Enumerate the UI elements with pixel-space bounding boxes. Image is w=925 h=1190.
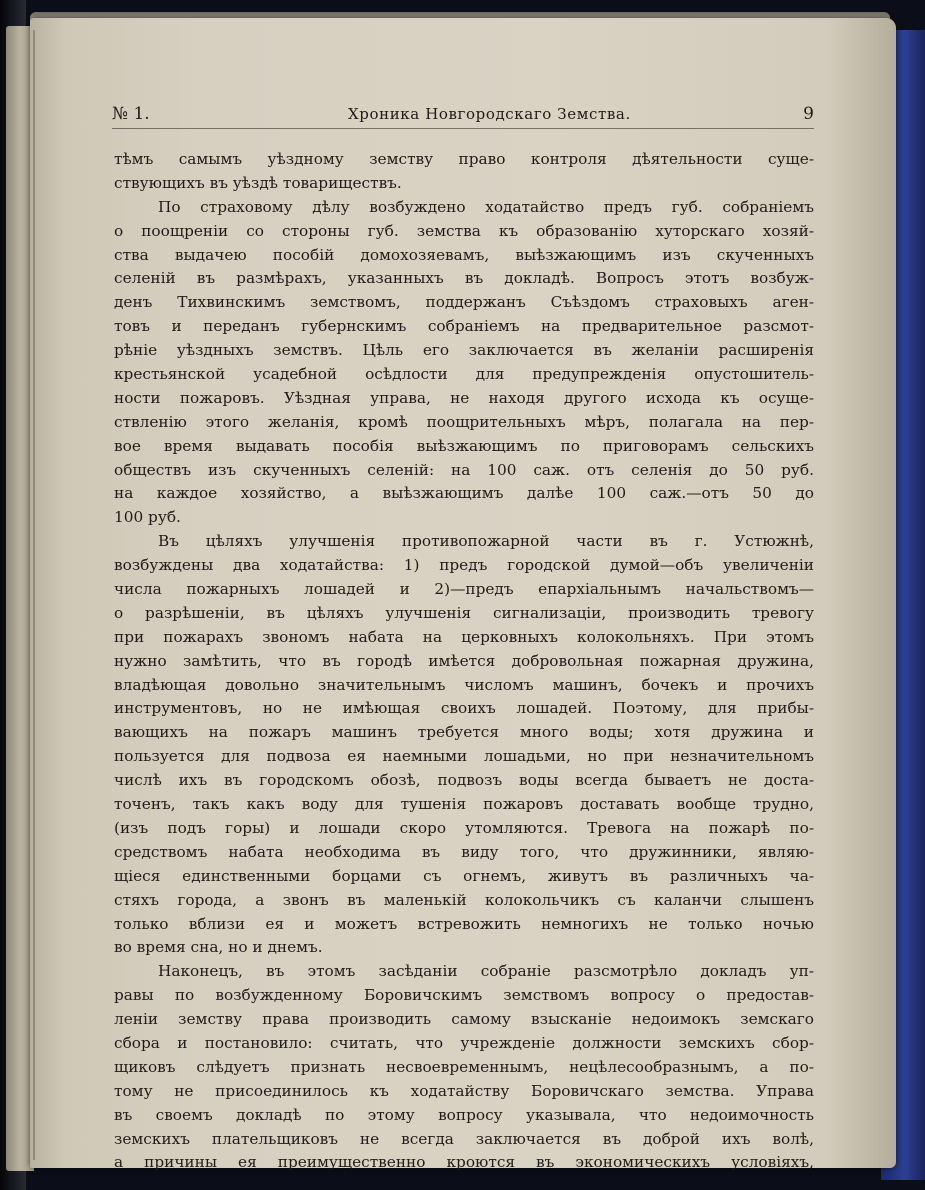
text-line: Наконецъ, въ этомъ засѣданіи собраніе разсмотрѣло докладъ уп- [158,962,814,981]
text-line: на каждое хозяйство, а выѣзжающимъ далѣе 100 саж.—отъ 50 до [114,484,814,503]
page-gutter [33,30,35,1160]
text-line: крестьянской усадебной осѣдлости для предупрежденія опустошитель- [114,365,814,384]
text-line: щиковъ слѣдуетъ признать несвоевременнымъ, нецѣлесообразнымъ, а по- [114,1057,814,1076]
text-line: владѣющая довольно значительнымъ числомъ машинъ, бочекъ и прочихъ [114,675,814,694]
text-line: при пожарахъ звономъ набата на церковныхъ колокольняхъ. При этомъ [114,627,814,646]
text-line: числа пожарныхъ лошадей и 2)—предъ епархіальнымъ начальствомъ— [114,580,814,599]
text-line: Въ цѣляхъ улучшенія противопожарной части въ г. Устюжнѣ, [158,532,814,551]
text-line: только вблизи ея и можетъ встревожить немногихъ не только ночью [114,914,814,933]
header-rule [112,128,814,129]
text-line: возбуждены два ходатайства: 1) предъ городской думой—объ увеличеніи [114,556,814,575]
journal-title: Хроника Новгородскаго Земства. [348,105,631,123]
text-line: рѣніе уѣздныхъ земствъ. Цѣль его заключается въ желаніи расширенія [114,341,814,360]
body-text [114,148,814,1175]
page-number: 9 [803,104,814,124]
text-line: сбора и постановило: считать, что учрежденіе должности земскихъ сбор- [114,1033,814,1052]
running-header [112,104,814,130]
text-line: пользуется для подвоза ея наемными лошадьми, но при незначительномъ [114,747,814,766]
text-line: (изъ подъ горы) и лошади скоро утомляются. Тревога на пожарѣ по- [114,818,814,837]
text-line: щіеся единственными борцами съ огнемъ, живутъ въ различныхъ ча- [114,866,814,885]
text-line: товъ и переданъ губернскимъ собраніемъ на предварительное разсмот- [114,317,814,336]
text-line: во время сна, но и днемъ. [114,938,323,957]
text-line: въ своемъ докладѣ по этому вопросу указывала, что недоимочность [114,1105,814,1124]
text-line: а причины ея преимущественно кроются въ экономическихъ условіяхъ, [114,1153,814,1172]
text-line: ства выдачею пособій домохозяевамъ, выѣзжающимъ изъ скученныхъ [114,245,814,264]
text-line: денъ Тихвинскимъ земствомъ, поддержанъ Съѣздомъ страховыхъ аген- [114,293,814,312]
text-line: земскихъ плательщиковъ не всегда заключается въ доброй ихъ волѣ, [114,1129,814,1148]
text-line: равы по возбужденному Боровичскимъ земствомъ вопросу о предостав- [114,986,814,1005]
text-line: леніи земству права производить самому взысканіе недоимокъ земскаго [114,1010,814,1029]
text-line: тому не присоединилось къ ходатайству Боровичскаго земства. Управа [114,1081,814,1100]
issue-number: № 1. [112,104,150,124]
text-line: тѣмъ самымъ уѣздному земству право контроля дѣятельности суще- [114,150,814,168]
text-line: о поощреніи со стороны губ. земства къ образованію хуторскаго хозяй- [114,221,814,240]
text-line: ствующихъ въ уѣздѣ товариществъ. [114,173,402,192]
text-line: точенъ, такъ какъ воду для тушенія пожаровъ доставать вообще трудно, [114,795,814,814]
text-line: вающихъ на пожаръ машинъ требуется много воды; хотя дружина и [114,723,814,742]
text-line: селеній въ размѣрахъ, указанныхъ въ докладѣ. Вопросъ этотъ возбуж- [114,269,814,288]
text-line: вое время выдавать пособія выѣзжающимъ по приговорамъ сельскихъ [114,436,814,455]
text-line: числѣ ихъ въ городскомъ обозѣ, подвозъ воды всегда бываетъ не доста- [114,771,814,790]
text-line: ствленію этого желанія, кромѣ поощрительныхъ мѣръ, полагала на пер- [114,412,814,431]
text-line: нужно замѣтить, что въ городѣ имѣется добровольная пожарная дружина, [114,651,814,670]
text-line: 100 руб. [114,508,181,527]
text-line: о разрѣшеніи, въ цѣляхъ улучшенія сигнализаціи, производить тревогу [114,603,814,622]
text-line: ности пожаровъ. Уѣздная управа, не находя другого исхода къ осуще- [114,388,814,407]
text-line: стяхъ города, а звонъ въ маленькій колокольчикъ съ каланчи слышенъ [114,890,814,909]
text-line: обществъ изъ скученныхъ селеній: на 100 саж. отъ селенія до 50 руб. [114,460,814,479]
text-line: средствомъ набата необходима въ виду того, что дружинники, являю- [114,842,814,861]
text-line: инструментовъ, но не имѣющая своихъ лошадей. Поэтому, для прибы- [114,699,814,718]
text-line: По страховому дѣлу возбуждено ходатайство предъ губ. собраніемъ [158,197,814,216]
